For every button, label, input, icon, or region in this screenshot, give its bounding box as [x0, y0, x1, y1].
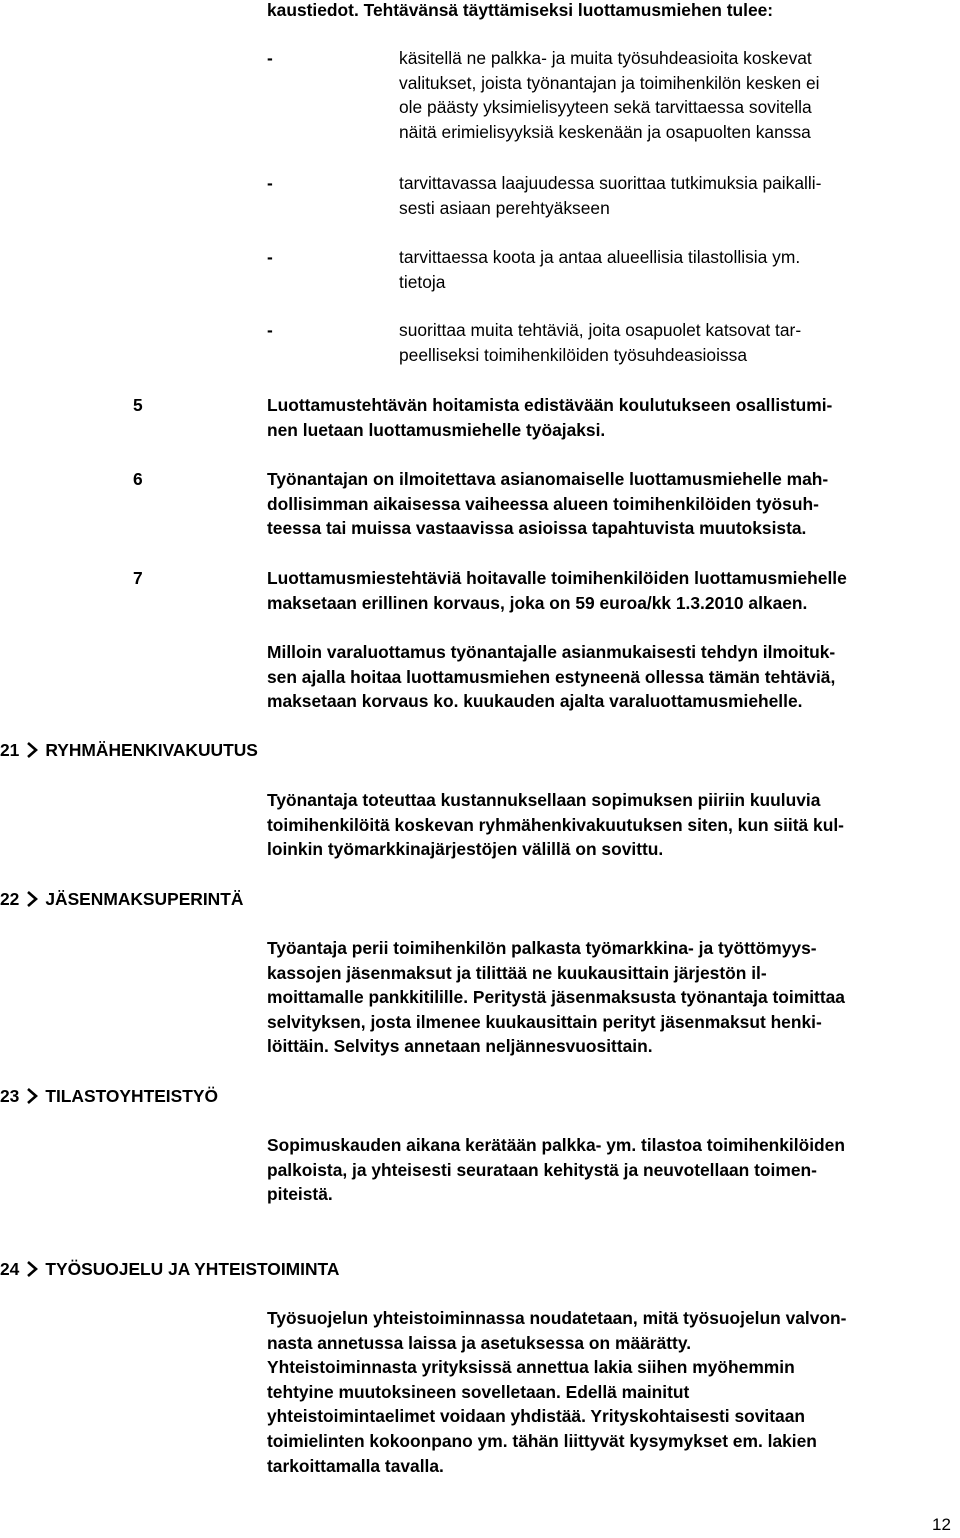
text-line: peelliseksi toimihenkilöiden työsuhdeasioissa: [399, 344, 748, 365]
text-line: tietoja: [399, 271, 446, 292]
section-title: TYÖSUOJELU JA YHTEISTOIMINTA: [45, 1259, 340, 1279]
text-line: maksetaan korvaus ko. kuukauden ajalta varaluottamusmiehelle.: [267, 691, 803, 712]
section-number: 23: [0, 1086, 20, 1106]
text-line: Milloin varaluottamus työnantajalle asianmukaisesti tehdyn ilmoituk-: [267, 642, 836, 662]
duty-item-text: [399, 171, 821, 220]
section-number: 22: [0, 889, 20, 909]
page-number: 12: [932, 1515, 951, 1534]
item-number: 6: [133, 469, 143, 489]
text-line: sesti asiaan perehtyäkseen: [399, 197, 610, 218]
section-heading: [0, 887, 243, 912]
chevron-right-icon: [25, 741, 39, 759]
text-line: moittamalle pankkitilille. Peritystä jäsenmaksusta työnantaja toimittaa: [267, 987, 845, 1008]
duty-item-text: [399, 318, 801, 367]
text-line: suorittaa muita tehtäviä, joita osapuolet katsovat tar-: [399, 320, 802, 340]
item-text: [267, 467, 828, 541]
item-number: 7: [133, 568, 143, 588]
dash-bullet: -: [267, 173, 273, 193]
item-text: [267, 393, 832, 442]
dash-bullet: -: [267, 320, 273, 340]
duty-item-text: [399, 245, 800, 294]
section-heading: [0, 738, 258, 763]
text-line: nasta annetussa laissa ja asetuksessa on määrätty.: [267, 1332, 692, 1353]
section-body: [267, 936, 845, 1059]
text-line: Työantaja perii toimihenkilön palkasta työmarkkina- ja työttömyys-: [267, 938, 817, 958]
section-heading: [0, 1084, 218, 1109]
text-line: dollisimman aikaisessa vaiheessa alueen toimihenkilöiden työsuh-: [267, 493, 819, 514]
text-line: Sopimuskauden aikana kerätään palkka- ym. tilastoa toimihenkilöiden: [267, 1135, 845, 1155]
text-line: tehtyine muutoksineen sovelletaan. Edellä mainitut: [267, 1381, 690, 1402]
text-line: kassojen jäsenmaksut ja tilittää ne kuukausittain järjestön il-: [267, 962, 767, 983]
dash-bullet: -: [267, 247, 273, 267]
text-line: tarvittaessa koota ja antaa alueellisia tilastollisia ym.: [399, 247, 801, 267]
text-line: käsitellä ne palkka- ja muita työsuhdeasioita koskevat: [399, 48, 812, 68]
text-line: yhteistoimintaelimet voidaan yhdistää. Yrityskohtaisesti sovitaan: [267, 1406, 806, 1427]
text-line: sen ajalla hoitaa luottamusmiehen estyneenä ollessa tämän tehtäviä,: [267, 666, 836, 687]
text-line: Luottamusmiestehtäviä hoitavalle toimihenkilöiden luottamusmiehelle: [267, 568, 847, 588]
item-number: 5: [133, 395, 143, 415]
section-body: [267, 1133, 845, 1207]
chevron-right-icon: [25, 890, 39, 908]
intro-line: kaustiedot. Tehtävänsä täyttämiseksi luottamusmiehen tulee:: [267, 0, 774, 20]
section-title: TILASTOYHTEISTYÖ: [45, 1086, 218, 1106]
text-line: ole päästy yksimielisyyteen sekä tarvittaessa sovitella: [399, 97, 812, 118]
substitute-paragraph: [267, 640, 835, 714]
text-line: piteistä.: [267, 1184, 333, 1205]
section-body: [267, 788, 844, 862]
text-line: palkoista, ja yhteisesti seurataan kehitystä ja neuvotellaan toimen-: [267, 1159, 817, 1180]
text-line: nen luetaan luottamusmiehelle työajaksi.: [267, 419, 606, 440]
chevron-right-icon: [25, 1087, 39, 1105]
text-line: maksetaan erillinen korvaus, joka on 59 euroa/kk 1.3.2010 alkaen.: [267, 592, 808, 613]
text-line: loinkin työmarkkinajärjestöjen välillä on sovittu.: [267, 839, 664, 860]
section-title: RYHMÄHENKIVAKUUTUS: [45, 740, 258, 760]
section-number: 24: [0, 1259, 20, 1279]
text-line: tarkoittamalla tavalla.: [267, 1455, 444, 1476]
text-line: toimihenkilöitä koskevan ryhmähenkivakuutuksen siten, kun siitä kul-: [267, 814, 844, 835]
section-number: 21: [0, 740, 20, 760]
text-line: selvityksen, josta ilmenee kuukausittain perityt jäsenmaksut henki-: [267, 1011, 822, 1032]
text-line: Työsuojelun yhteistoiminnassa noudatetaan, mitä työsuojelun valvon-: [267, 1308, 847, 1328]
text-line: valitukset, joista työnantajan ja toimihenkilön kesken ei: [399, 72, 820, 93]
dash-bullet: -: [267, 48, 273, 68]
text-line: Yhteistoiminnasta yrityksissä annettua lakia siihen myöhemmin: [267, 1357, 795, 1378]
text-line: toimielinten kokoonpano ym. tähän liittyvät kysymykset em. lakien: [267, 1430, 817, 1451]
text-line: näitä erimielisyyksiä keskenään ja osapuolten kanssa: [399, 121, 811, 142]
chevron-right-icon: [25, 1260, 39, 1278]
section-body: [267, 1306, 846, 1478]
text-line: teessa tai muissa vastaavissa asioissa tapahtuvista muutoksista.: [267, 518, 807, 539]
text-line: Työnantajan on ilmoitettava asianomaiselle luottamusmiehelle mah-: [267, 469, 829, 489]
text-line: tarvittavassa laajuudessa suorittaa tutkimuksia paikalli-: [399, 173, 822, 193]
text-line: löittäin. Selvitys annetaan neljännesvuosittain.: [267, 1036, 653, 1057]
text-line: Työnantaja toteuttaa kustannuksellaan sopimuksen piiriin kuuluvia: [267, 790, 821, 810]
duty-item-text: [399, 46, 820, 144]
section-heading: [0, 1257, 339, 1282]
section-title: JÄSENMAKSUPERINTÄ: [45, 889, 244, 909]
text-line: Luottamustehtävän hoitamista edistävään koulutukseen osallistumi-: [267, 395, 833, 415]
item-text: [267, 566, 847, 615]
